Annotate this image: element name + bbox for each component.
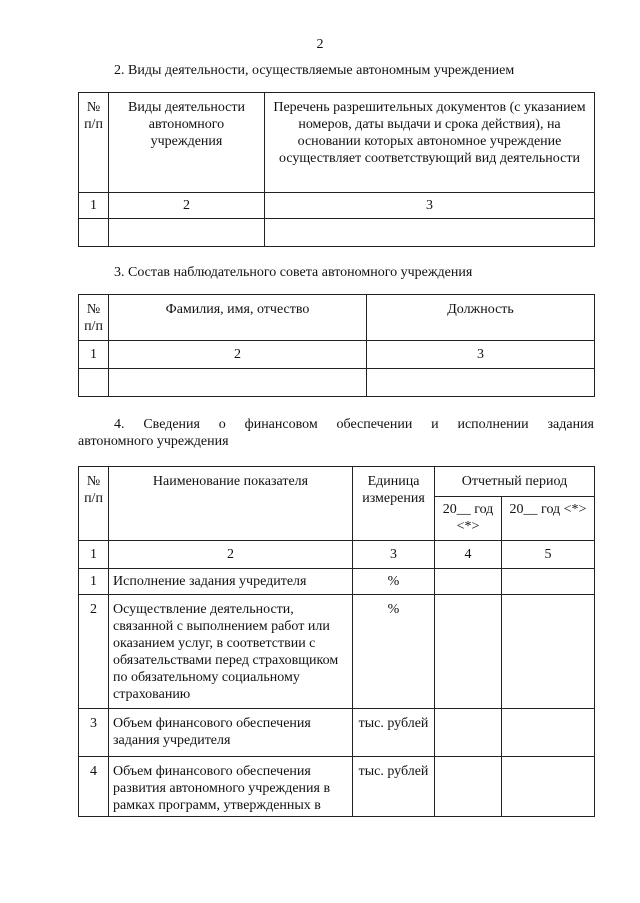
col-number: 3 xyxy=(367,341,595,369)
empty-cell xyxy=(109,369,367,397)
header-full-name: Фамилия, имя, отчество xyxy=(109,295,367,341)
empty-cell xyxy=(435,709,502,757)
empty-cell xyxy=(79,369,109,397)
header-year-2: 20__ год <*> xyxy=(502,497,595,541)
header-permits: Перечень разрешительных документов (с указанием номеров, даты выдачи и срока действия), на основании которых автономное учреждение осуществляет соответствующий вид деятельности xyxy=(265,93,595,193)
header-position: Должность xyxy=(367,295,595,341)
header-num: № п/п xyxy=(79,295,109,341)
financial-table xyxy=(78,466,595,817)
empty-cell xyxy=(435,569,502,595)
row-num: 3 xyxy=(79,709,109,757)
col-number: 1 xyxy=(79,541,109,569)
empty-cell xyxy=(502,569,595,595)
row-unit: % xyxy=(353,595,435,709)
row-unit: тыс. рублей xyxy=(353,757,435,817)
supervisory-board-table xyxy=(78,294,595,397)
row-num: 2 xyxy=(79,595,109,709)
col-number: 4 xyxy=(435,541,502,569)
empty-cell xyxy=(265,219,595,247)
empty-cell xyxy=(79,219,109,247)
header-year-1: 20__ год <*> xyxy=(435,497,502,541)
empty-cell xyxy=(502,709,595,757)
activities-table xyxy=(78,92,595,247)
col-number: 5 xyxy=(502,541,595,569)
header-unit: Единица измерения xyxy=(353,467,435,541)
table-row xyxy=(79,595,595,709)
header-activity-types: Виды деятельности автономного учреждения xyxy=(109,93,265,193)
col-number: 3 xyxy=(265,193,595,219)
table-row xyxy=(79,569,595,595)
col-number: 2 xyxy=(109,541,353,569)
col-number: 2 xyxy=(109,193,265,219)
empty-cell xyxy=(435,757,502,817)
table-row xyxy=(79,757,595,817)
empty-cell xyxy=(367,369,595,397)
header-num: № п/п xyxy=(79,93,109,193)
header-num: № п/п xyxy=(79,467,109,541)
empty-cell xyxy=(502,757,595,817)
row-num: 1 xyxy=(79,569,109,595)
header-reporting-period: Отчетный период xyxy=(435,467,595,497)
header-indicator-name: Наименование показателя xyxy=(109,467,353,541)
row-name: Объем финансового обеспечения задания учредителя xyxy=(109,709,353,757)
col-number: 1 xyxy=(79,341,109,369)
section-4-title: 4. Сведения о финансовом обеспечении и исполнении задания xyxy=(114,417,594,432)
row-num: 4 xyxy=(79,757,109,817)
col-number: 3 xyxy=(353,541,435,569)
empty-cell xyxy=(502,595,595,709)
row-unit: % xyxy=(353,569,435,595)
row-name: Осуществление деятельности, связанной с выполнением работ или оказанием услуг, в соответствии с обязательствами перед страховщиком по обязательному социальному страхованию xyxy=(109,595,353,709)
section-2-title: 2. Виды деятельности, осуществляемые автономным учреждением xyxy=(114,63,515,78)
col-number: 2 xyxy=(109,341,367,369)
col-number: 1 xyxy=(79,193,109,219)
empty-cell xyxy=(109,219,265,247)
section-3-title: 3. Состав наблюдательного совета автономного учреждения xyxy=(114,265,473,280)
empty-cell xyxy=(435,595,502,709)
section-4-title-cont: автономного учреждения xyxy=(78,434,229,449)
row-unit: тыс. рублей xyxy=(353,709,435,757)
table-row xyxy=(79,709,595,757)
row-name: Объем финансового обеспечения развития автономного учреждения в рамках программ, утвержденных в xyxy=(109,757,353,817)
row-name: Исполнение задания учредителя xyxy=(109,569,353,595)
page-number: 2 xyxy=(316,37,324,52)
